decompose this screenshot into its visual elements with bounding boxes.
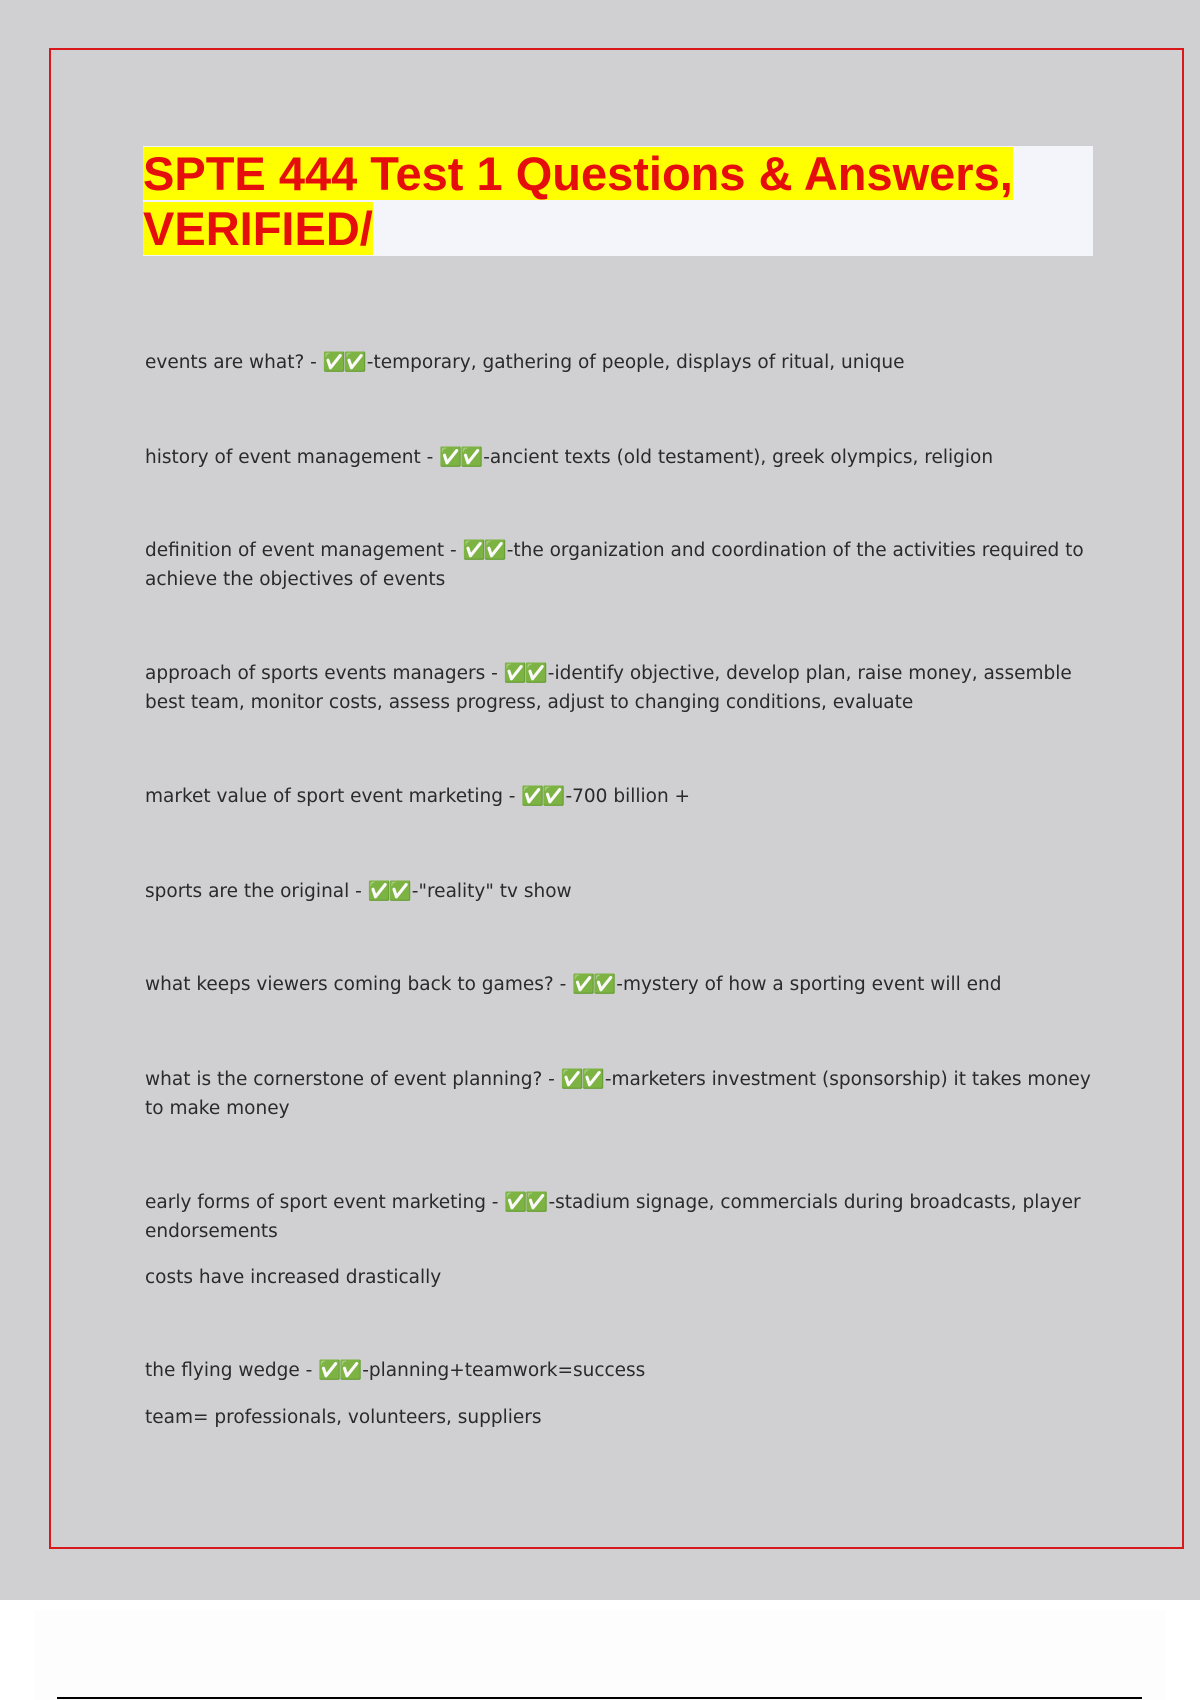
qa-item-3 [145,536,1095,594]
qa-item-5 [145,782,1095,811]
question-text: what is the cornerstone of event planning? - [145,1069,561,1090]
answer-text: -the organization and coordination of the activities required to achieve the objectives of events [145,540,1084,590]
qa-item-6 [145,877,1095,906]
double-check-icon: ✅✅ [462,540,505,561]
double-check-icon: ✅✅ [318,1360,361,1381]
question-text: market value of sport event marketing - [145,786,522,807]
question-text: sports are the original - [145,881,368,902]
qa-item-10-note: team= professionals, volunteers, suppliers [145,1407,542,1428]
question-text: what keeps viewers coming back to games? - [145,974,573,995]
qa-item-4 [145,659,1095,717]
answer-text: -marketers investment (sponsorship) it takes money to make money [145,1069,1091,1119]
answer-text: -identify objective, develop plan, raise money, assemble best team, monitor costs, assess progress, adjust to changing conditions, evaluate [145,663,1072,713]
qa-item-1 [145,348,1095,377]
answer-text: -"reality" tv show [411,881,572,902]
document-title [143,146,1093,256]
question-text: the flying wedge - [145,1360,319,1381]
qa-item-8 [145,1065,1095,1123]
qa-item-7 [145,970,1095,999]
page-rule [57,1697,1142,1699]
qa-item-2 [145,443,1095,472]
answer-text: -ancient texts (old testament), greek olympics, religion [483,447,994,468]
double-check-icon: ✅✅ [367,881,410,902]
double-check-icon: ✅✅ [439,447,482,468]
answer-text: -temporary, gathering of people, displays of ritual, unique [366,352,905,373]
question-text: early forms of sport event marketing - [145,1192,505,1213]
question-text: events are what? - [145,352,323,373]
answer-text: -stadium signage, commercials during broadcasts, player endorsements [145,1192,1081,1242]
double-check-icon: ✅✅ [504,1192,547,1213]
question-text: history of event management - [145,447,440,468]
double-check-icon: ✅✅ [521,786,564,807]
answer-text: -700 billion + [565,786,691,807]
answer-text: -mystery of how a sporting event will end [616,974,1002,995]
double-check-icon: ✅✅ [503,663,546,684]
double-check-icon: ✅✅ [560,1069,603,1090]
question-text: definition of event management - [145,540,463,561]
answer-text: -planning+teamwork=success [362,1360,646,1381]
qa-item-10 [145,1356,1095,1385]
question-text: approach of sports events managers - [145,663,504,684]
title-highlight: SPTE 444 Test 1 Questions & Answers, VERIFIED/ [143,147,1013,255]
qa-item-9-note: costs have increased drastically [145,1267,442,1288]
next-page-preview [35,1610,1165,1700]
double-check-icon: ✅✅ [322,352,365,373]
double-check-icon: ✅✅ [572,974,615,995]
qa-item-9 [145,1188,1095,1246]
